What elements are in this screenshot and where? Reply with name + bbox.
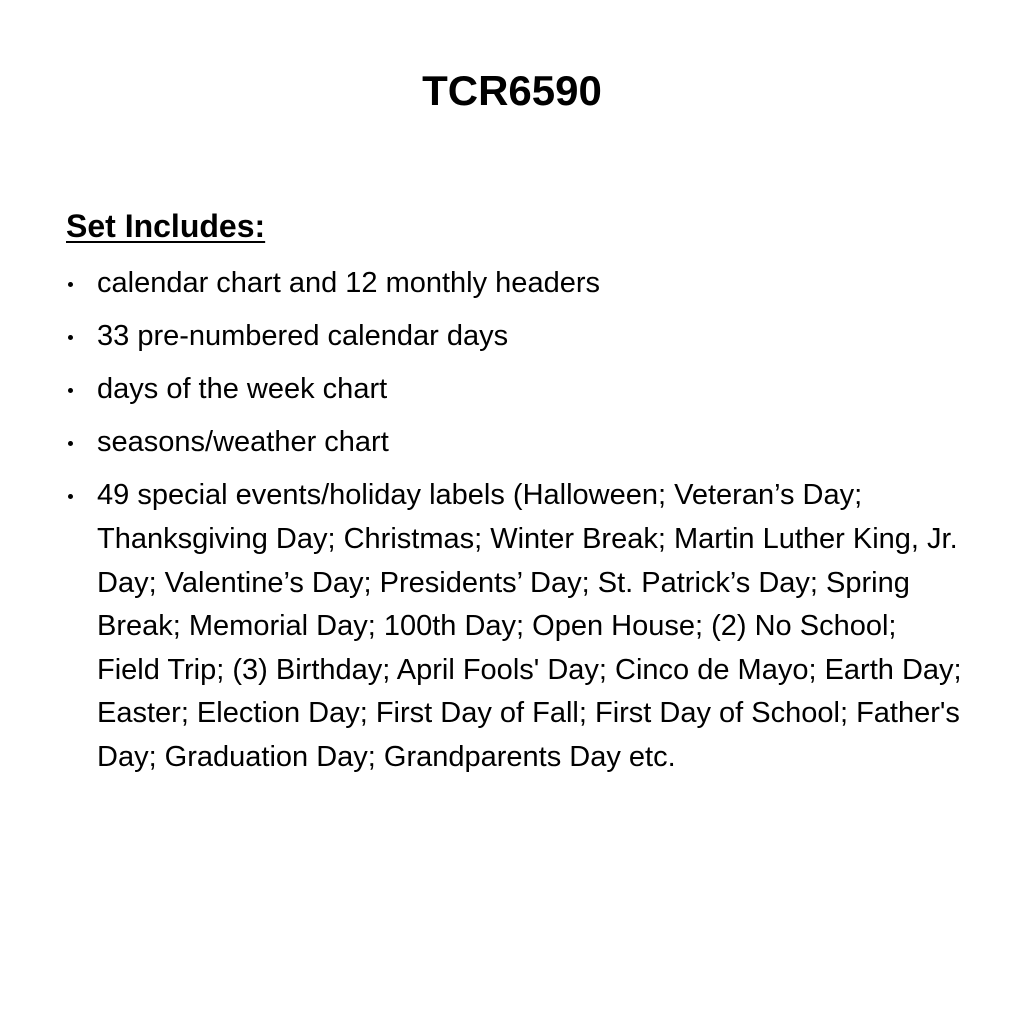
list-item — [66, 368, 966, 412]
list-item-text: 49 special events/holiday labels (Halloween; Veteran’s Day; Thanksgiving Day; Christmas; Winter Break; Martin Luther King, Jr. Day; Valentine’s Day; Presidents’ Day; St. Patrick’s Day; Spring Break; Memorial Day; 100th Day; Open House; (2) No School; Field Trip; (3) Birthday; April Fools' Day; Cinco de Mayo; Earth Day; Easter; Election Day; First Day of Fall; First Day of School; Father's Day; Graduation Day; Grandparents Day etc. — [97, 479, 962, 773]
list-item — [66, 262, 966, 306]
list-item-text: calendar chart and 12 monthly headers — [97, 267, 600, 299]
set-includes-heading: Set Includes: — [66, 208, 266, 244]
list-item — [66, 421, 966, 465]
bullet-icon — [68, 494, 73, 499]
bullet-icon — [68, 335, 73, 340]
list-item — [66, 474, 966, 779]
bullet-icon — [68, 388, 73, 393]
list-item-text: days of the week chart — [97, 373, 388, 406]
bullet-icon — [68, 282, 73, 287]
list-item-text: 33 pre-numbered calendar days — [97, 320, 509, 353]
list-item — [66, 315, 966, 359]
page-title: TCR6590 — [422, 67, 602, 114]
included-items-list — [66, 262, 966, 789]
list-item-text: seasons/weather chart — [97, 426, 389, 459]
bullet-icon — [68, 441, 73, 446]
